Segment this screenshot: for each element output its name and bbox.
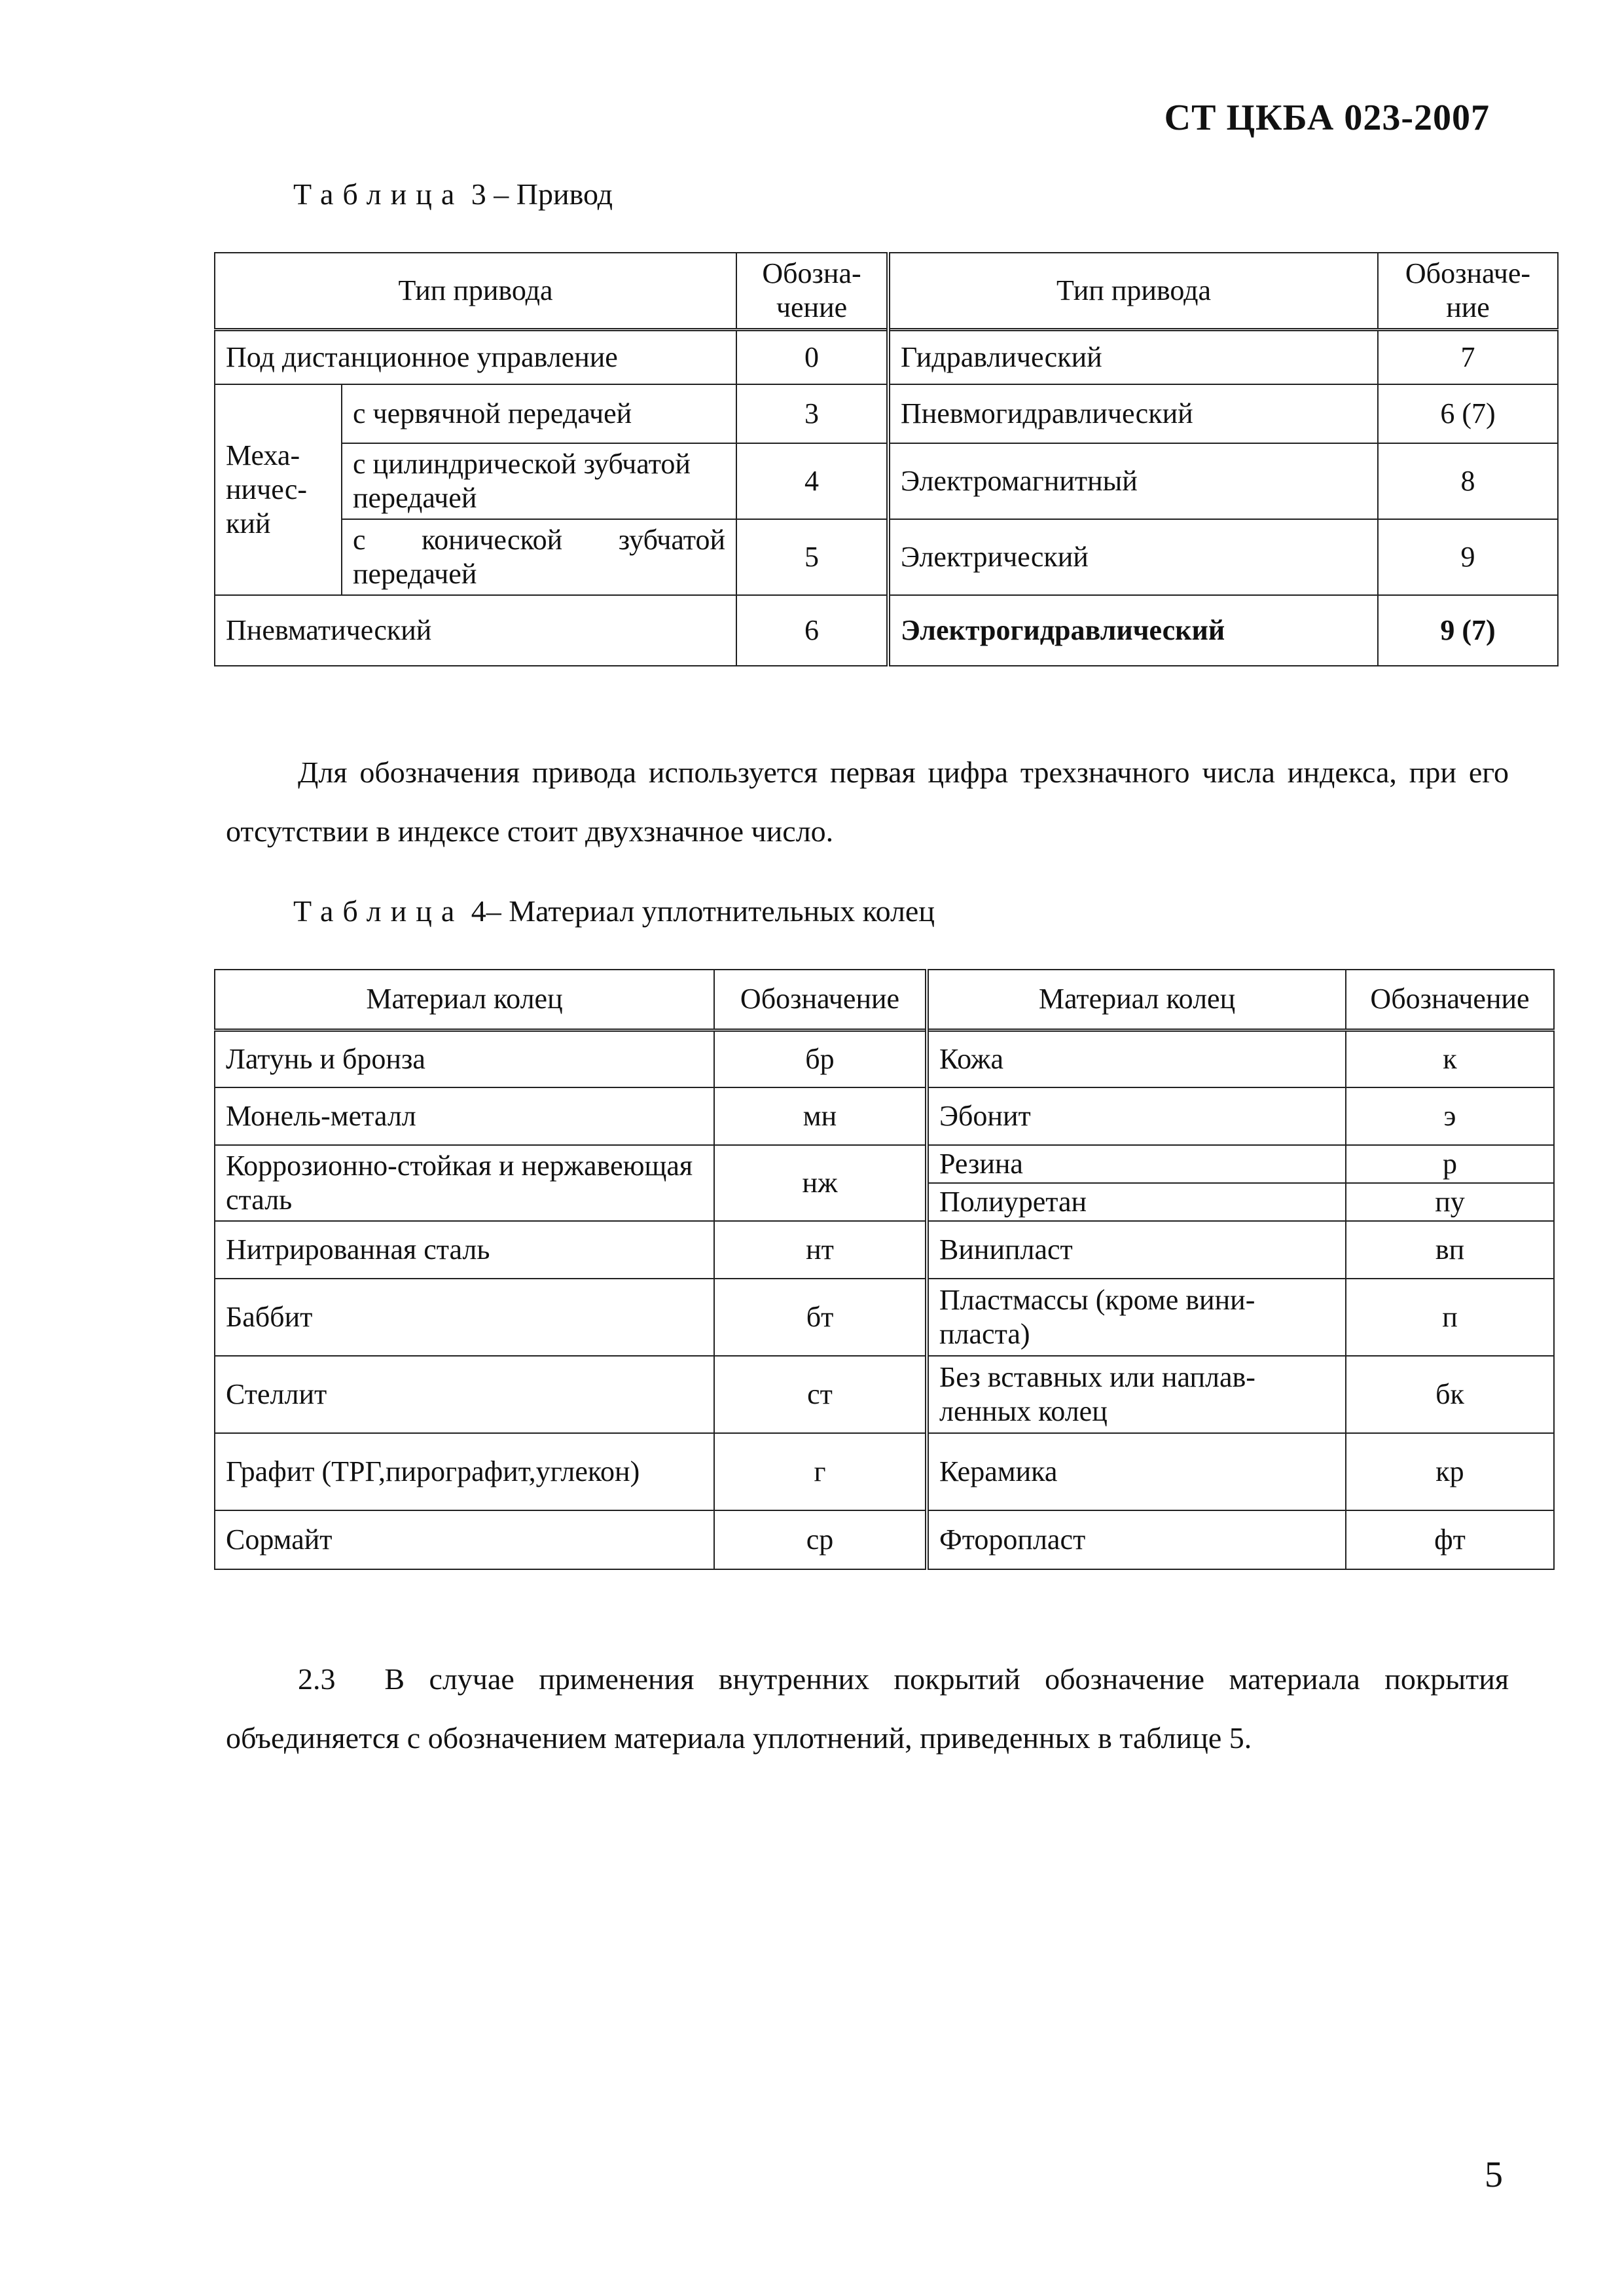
- drive-type-cell: с цилиндрической зубчатой передачей: [342, 443, 736, 519]
- designation-cell: 0: [736, 329, 888, 384]
- designation-cell: ср: [714, 1510, 927, 1569]
- designation-cell: к: [1346, 1030, 1554, 1087]
- designation-cell: г: [714, 1433, 927, 1510]
- material-cell: Коррозионно-стойкая и нержавеющая сталь: [215, 1145, 714, 1221]
- header-material-right: Материал колец: [927, 970, 1346, 1030]
- designation-cell: нт: [714, 1221, 927, 1279]
- material-cell: Латунь и бронза: [215, 1030, 714, 1087]
- designation-cell: мн: [714, 1087, 927, 1145]
- drive-type-cell: Электрогидравлический: [888, 595, 1378, 666]
- mechanical-group-label: Меха-ничес-кий: [215, 384, 342, 595]
- header-designation-left: Обозна-чение: [736, 253, 888, 329]
- designation-cell: бр: [714, 1030, 927, 1087]
- section-number: 2.3: [298, 1662, 336, 1696]
- designation-cell: 5: [736, 519, 888, 595]
- designation-cell: 4: [736, 443, 888, 519]
- designation-cell: нж: [714, 1145, 927, 1221]
- designation-cell: бк: [1346, 1356, 1554, 1433]
- designation-cell: 9 (7): [1378, 595, 1558, 666]
- material-cell: Графит (ТРГ,пирографит,углекон): [215, 1433, 714, 1510]
- drive-type-cell: с червячной передачей: [342, 384, 736, 443]
- header-designation-right: Обозначе-ние: [1378, 253, 1558, 329]
- header-designation-right: Обозначение: [1346, 970, 1554, 1030]
- header-drive-type-left: Тип привода: [215, 253, 736, 329]
- table-row: [215, 1279, 1554, 1356]
- material-cell: Эбонит: [927, 1087, 1346, 1145]
- table3-header-row: [215, 253, 1558, 329]
- drive-type-cell: Электромагнитный: [888, 443, 1378, 519]
- seal-ring-material-table: [214, 969, 1555, 1570]
- table3-caption-text: 3 – Привод: [471, 177, 613, 211]
- paragraph-drive-designation: [226, 743, 1509, 861]
- designation-cell: бт: [714, 1279, 927, 1356]
- table3-caption-label: Таблица: [293, 177, 464, 211]
- material-cell: Керамика: [927, 1433, 1346, 1510]
- table-row: [215, 1087, 1554, 1145]
- material-cell: Монель-металл: [215, 1087, 714, 1145]
- material-cell: Сормайт: [215, 1510, 714, 1569]
- table-row: [215, 1433, 1554, 1510]
- table-row: [215, 1221, 1554, 1279]
- material-cell: Фторопласт: [927, 1510, 1346, 1569]
- designation-cell: э: [1346, 1087, 1554, 1145]
- designation-cell: р: [1346, 1145, 1554, 1183]
- designation-cell: 6 (7): [1378, 384, 1558, 443]
- header-designation-left: Обозначение: [714, 970, 927, 1030]
- header-drive-type-right: Тип привода: [888, 253, 1378, 329]
- material-cell: Без вставных или наплав-ленных колец: [927, 1356, 1346, 1433]
- material-cell: Кожа: [927, 1030, 1346, 1087]
- drive-type-cell: Пневмогидравлический: [888, 384, 1378, 443]
- table-row: [215, 1356, 1554, 1433]
- material-cell: Винипласт: [927, 1221, 1346, 1279]
- designation-cell: п: [1346, 1279, 1554, 1356]
- table3-caption: [293, 177, 613, 211]
- header-material-left: Материал колец: [215, 970, 714, 1030]
- designation-cell: пу: [1346, 1183, 1554, 1221]
- table-row: [215, 443, 1558, 519]
- material-cell: Стеллит: [215, 1356, 714, 1433]
- designation-cell: вп: [1346, 1221, 1554, 1279]
- table-row: [215, 595, 1558, 666]
- table-row: [215, 1145, 1554, 1183]
- material-cell: Баббит: [215, 1279, 714, 1356]
- page-number: 5: [1485, 2155, 1503, 2195]
- designation-cell: 7: [1378, 329, 1558, 384]
- material-cell: Пластмассы (кроме вини-пласта): [927, 1279, 1346, 1356]
- table4-header-row: [215, 970, 1554, 1030]
- designation-cell: фт: [1346, 1510, 1554, 1569]
- table-row: [215, 329, 1558, 384]
- table-row: [215, 1510, 1554, 1569]
- table-row: [215, 1030, 1554, 1087]
- material-cell: Нитрированная сталь: [215, 1221, 714, 1279]
- designation-cell: 8: [1378, 443, 1558, 519]
- table-row: [215, 384, 1558, 443]
- drive-table: [214, 252, 1559, 666]
- drive-type-cell: Гидравлический: [888, 329, 1378, 384]
- designation-cell: ст: [714, 1356, 927, 1433]
- paragraph-text: В случае применения внутренних покрытий обозначение материала покрытия объединяется с обозначением материала уплотнений, приведенных в таблице 5.: [226, 1662, 1509, 1755]
- table4-caption-text: 4– Материал уплотнительных колец: [471, 894, 935, 928]
- table4-caption-label: Таблица: [293, 894, 464, 928]
- paragraph-text: Для обозначения привода используется первая цифра трехзначного числа индекса, при его отсутствии в индексе стоит двухзначное число.: [226, 756, 1509, 848]
- drive-type-cell: Под дистанционное управление: [215, 329, 736, 384]
- drive-type-cell: с конической зубчатой передачей: [342, 519, 736, 595]
- drive-type-cell: Электрический: [888, 519, 1378, 595]
- designation-cell: 9: [1378, 519, 1558, 595]
- material-cell: Резина: [927, 1145, 1346, 1183]
- document-code: СТ ЦКБА 023-2007: [1164, 98, 1490, 138]
- designation-cell: 3: [736, 384, 888, 443]
- designation-cell: кр: [1346, 1433, 1554, 1510]
- material-cell: Полиуретан: [927, 1183, 1346, 1221]
- drive-type-cell: Пневматический: [215, 595, 736, 666]
- designation-cell: 6: [736, 595, 888, 666]
- table-row: [215, 519, 1558, 595]
- paragraph-internal-coatings: [226, 1650, 1509, 1768]
- table4-caption: [293, 894, 935, 928]
